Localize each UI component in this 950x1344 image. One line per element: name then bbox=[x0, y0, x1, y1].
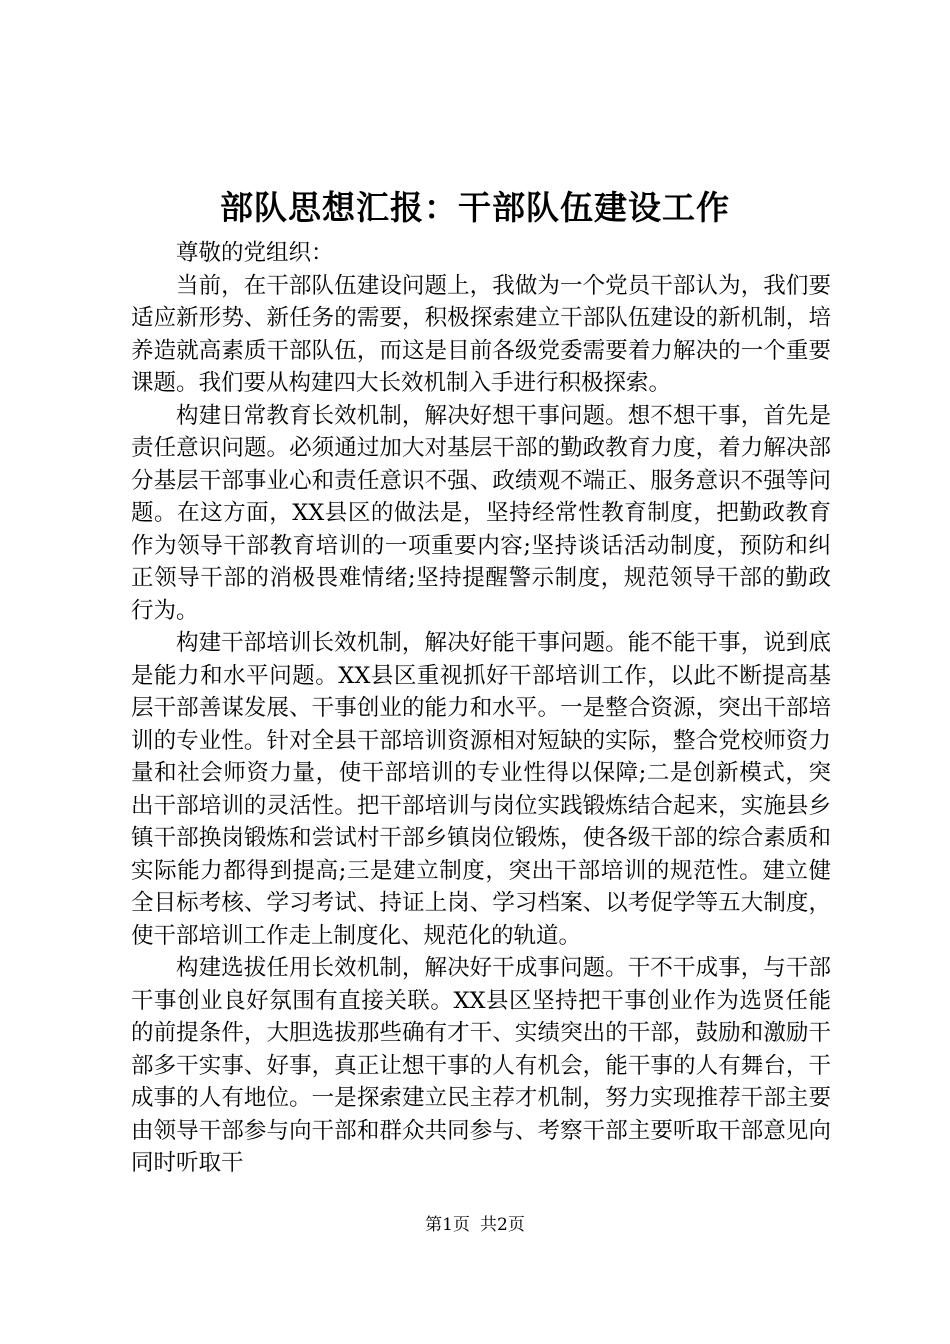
page-number: 第1页 bbox=[425, 1215, 470, 1235]
page-total: 共2页 bbox=[480, 1215, 525, 1235]
document-body bbox=[131, 237, 831, 1180]
paragraph-intro: 当前，在干部队伍建设问题上，我做为一个党员干部认为，我们要适应新形势、新任务的需要，积极探索建立干部队伍建设的新机制，培养造就高素质干部队伍，而这是目前各级党委需要着力解决的一个重要课题。我们要从构建四大长效机制入手进行积极探索。 bbox=[131, 272, 831, 396]
paragraph-selection-appointment: 构建选拔任用长效机制，解决好干成事问题。干不干成事，与干部干事创业良好氛围有直接关联。XX县区坚持把干事创业作为选贤任能的前提条件，大胆选拔那些确有才干、实绩突出的干部，鼓励和激励干部多干实事、好事，真正让想干事的人有机会，能干事的人有舞台，干成事的人有地位。一是探索建立民主荐才机制，努力实现推荐干部主要由领导干部参与向干部和群众共同参与、考察干部主要听取干部意见向同时听取干 bbox=[131, 955, 831, 1176]
document-title: 部队思想汇报：干部队伍建设工作 bbox=[220, 188, 730, 227]
salutation: 尊敬的党组织： bbox=[176, 240, 334, 266]
page-footer bbox=[0, 1213, 950, 1237]
paragraph-daily-education: 构建日常教育长效机制，解决好想干事问题。想不想干事，首先是责任意识问题。必须通过加大对基层干部的勤政教育力度，着力解决部分基层干部事业心和责任意识不强、政绩观不端正、服务意识不强等问题。在这方面，XX县区的做法是，坚持经常性教育制度，把勤政教育作为领导干部教育培训的一项重要内容;坚持谈话活动制度，预防和纠正领导干部的消极畏难情绪;坚持提醒警示制度，规范领导干部的勤政行为。 bbox=[131, 402, 831, 624]
paragraph-cadre-training: 构建干部培训长效机制，解决好能干事问题。能不能干事，说到底是能力和水平问题。XX县区重视抓好干部培训工作，以此不断提高基层干部善谋发展、干事创业的能力和水平。一是整合资源，突出干部培训的专业性。针对全县干部培训资源相对短缺的实际，整合党校师资力量和社会师资力量，使干部培训的专业性得以保障;二是创新模式，突出干部培训的灵活性。把干部培训与岗位实践锻炼结合起来，实施县乡镇干部换岗锻炼和尝试村干部乡镇岗位锻炼，使各级干部的综合素质和实际能力都得到提高;三是建立制度，突出干部培训的规范性。建立健全目标考核、学习考试、持证上岗、学习档案、以考促学等五大制度，使干部培训工作走上制度化、规范化的轨道。 bbox=[131, 630, 831, 949]
